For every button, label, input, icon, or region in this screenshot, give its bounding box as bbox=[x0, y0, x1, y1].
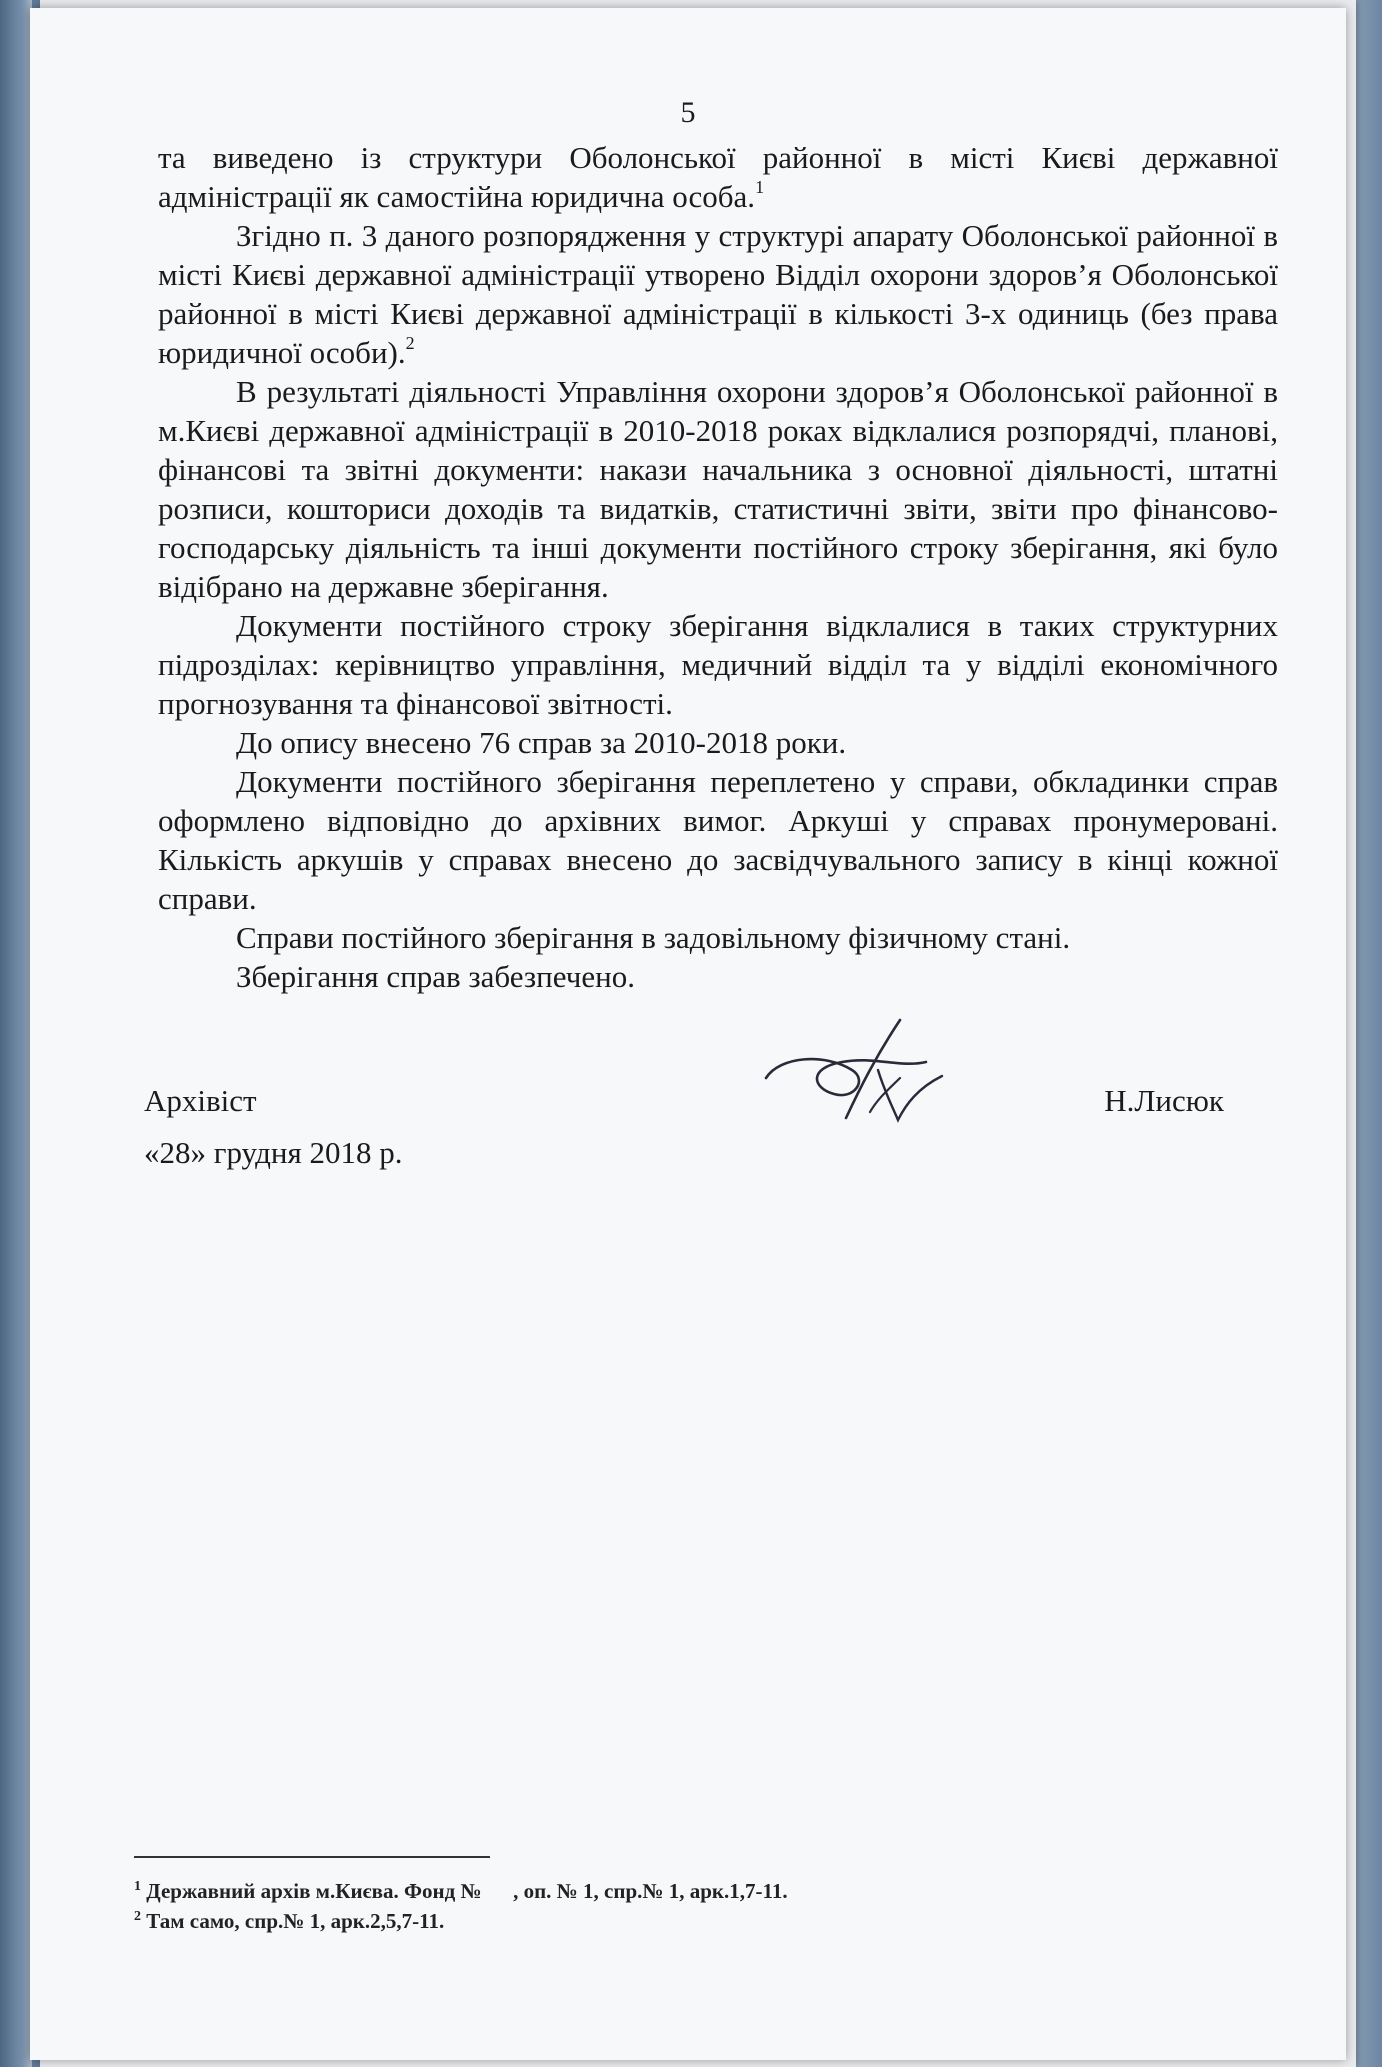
signature-block bbox=[144, 1073, 1224, 1133]
footnotes bbox=[134, 1876, 788, 1936]
footnote-ref-2: 2 bbox=[405, 333, 415, 353]
scan-background-left bbox=[0, 0, 32, 2067]
footnote-separator bbox=[134, 1856, 490, 1858]
document-body bbox=[158, 138, 1278, 996]
footnote-2-number: 2 bbox=[134, 1909, 141, 1924]
footnote-2 bbox=[134, 1906, 788, 1936]
paragraph-1 bbox=[158, 138, 1278, 216]
paragraph-5: До опису внесено 76 справ за 2010-2018 роки. bbox=[236, 725, 847, 760]
footnote-1 bbox=[134, 1876, 788, 1906]
paragraph-4: Документи постійного строку зберігання відклалися в таких структурних підрозділах: керівництво управління, медичний відділ та у відділі економічного прогнозування та фінансової звітності. bbox=[158, 608, 1278, 721]
paragraph-2-text: Згідно п. 3 даного розпорядження у структурі апарату Оболонської районної в місті Києві державної адміністрації утворено Відділ охорони здоров’я Оболонської районної в місті Києві державної адміністрації в кількості 3-х одиниць (без права юридичної особи). bbox=[158, 218, 1278, 370]
paragraph-3: В результаті діяльності Управління охорони здоров’я Оболонської районної в м.Києві державної адміністрації в 2010-2018 роках відклалися розпорядчі, планові, фінансові та звітні документи: накази начальника з основної діяльності, штатні розписи, кошториси доходів та видатків, статистичні звіти, звіти про фінансово-господарську діяльність та інші документи постійного строку зберігання, які було відібрано на державне зберігання. bbox=[158, 374, 1278, 604]
paragraph-2 bbox=[158, 216, 1278, 372]
signer-name: Н.Лисюк bbox=[1104, 1083, 1224, 1118]
signer-title: Архівіст bbox=[144, 1083, 257, 1118]
footnote-1-text: Державний архів м.Києва. Фонд № , оп. № 1, спр.№ 1, арк.1,7-11. bbox=[141, 1879, 788, 1903]
footnote-1-number: 1 bbox=[134, 1879, 141, 1894]
paragraph-7: Справи постійного зберігання в задовільному фізичному стані. bbox=[236, 920, 1071, 955]
paragraph-1-text: та виведено із структури Оболонської районної в місті Києві державної адміністрації як самостійна юридична особа. bbox=[158, 140, 1278, 214]
paragraph-6: Документи постійного зберігання переплетено у справи, обкладинки справ оформлено відповідно до архівних вимог. Аркуші у справах пронумеровані. Кількість аркушів у справах внесено до засвідчувального запису в кінці кожної справи. bbox=[158, 764, 1278, 916]
footnote-ref-1: 1 bbox=[755, 177, 765, 197]
page-number: 5 bbox=[680, 96, 696, 129]
document-page bbox=[30, 8, 1346, 2060]
footnote-2-text: Там само, спр.№ 1, арк.2,5,7-11. bbox=[141, 1909, 445, 1933]
paragraph-8: Зберігання справ забезпечено. bbox=[236, 959, 635, 994]
document-date: «28» грудня 2018 р. bbox=[144, 1135, 403, 1170]
